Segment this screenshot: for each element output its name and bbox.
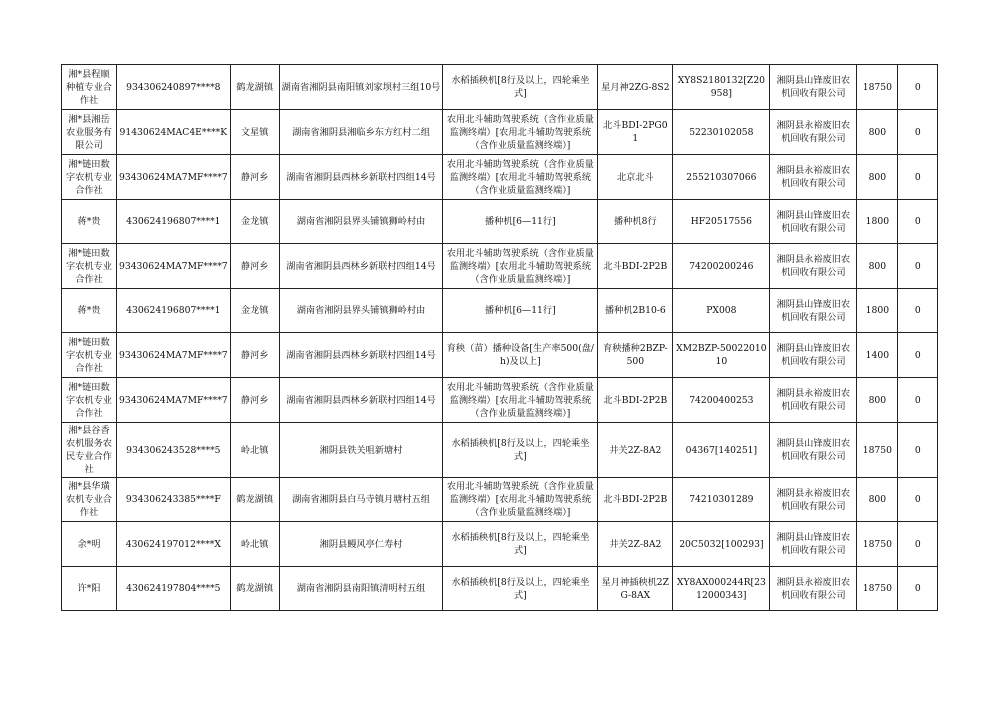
address-cell: 湖南省湘阴县界头铺镇狮岭村由 [279, 200, 443, 244]
owner-cell: 湘*链田数字农机专业合作社 [62, 244, 117, 289]
table-row [62, 289, 938, 333]
amount-cell: 800 [857, 244, 898, 289]
owner-cell: 湘*县华璜农机专业合作社 [62, 478, 117, 522]
serial-cell: 52230102058 [673, 110, 770, 155]
owner-cell: 蒋*贵 [62, 200, 117, 244]
owner-cell: 湘*链田数字农机专业合作社 [62, 333, 117, 378]
dealer-cell: 湘阴县永裕废旧农机回收有限公司 [770, 378, 857, 423]
table-row [62, 378, 938, 423]
model-cell: 星月神2ZG-8S2 [598, 65, 673, 110]
table-row [62, 423, 938, 478]
serial-cell: 255210307066 [673, 155, 770, 200]
category-cell: 农用北斗辅助驾驶系统（含作业质量监测终端）[农用北斗辅助驾驶系统（含作业质量监测终端）] [443, 378, 598, 423]
dealer-cell: 湘阴县山锋废旧农机回收有限公司 [770, 65, 857, 110]
town-cell: 鹤龙湖镇 [230, 65, 279, 110]
amount-cell: 1800 [857, 200, 898, 244]
town-cell: 静河乡 [230, 333, 279, 378]
dealer-cell: 湘阴县永裕废旧农机回收有限公司 [770, 155, 857, 200]
id-cell: 93430624MA7MF****7 [117, 333, 231, 378]
id-cell: 93430624MA7MF****7 [117, 378, 231, 423]
table-row [62, 65, 938, 110]
extra-cell: 0 [898, 522, 938, 567]
table-row [62, 110, 938, 155]
model-cell: 井关2Z-8A2 [598, 522, 673, 567]
address-cell: 湖南省湘阴县西林乡新联村四组14号 [279, 244, 443, 289]
extra-cell: 0 [898, 155, 938, 200]
extra-cell: 0 [898, 289, 938, 333]
category-cell: 水稻插秧机[8行及以上，四轮乘坐式] [443, 567, 598, 611]
model-cell: 育秧播种2BZP-500 [598, 333, 673, 378]
table-row [62, 155, 938, 200]
table-row [62, 567, 938, 611]
address-cell: 湖南省湘阴县界头铺镇狮岭村由 [279, 289, 443, 333]
category-cell: 水稻插秧机[8行及以上，四轮乘坐式] [443, 423, 598, 478]
amount-cell: 1800 [857, 289, 898, 333]
owner-cell: 许*阳 [62, 567, 117, 611]
dealer-cell: 湘阴县永裕废旧农机回收有限公司 [770, 110, 857, 155]
town-cell: 金龙镇 [230, 289, 279, 333]
address-cell: 湖南省湘阴县西林乡新联村四组14号 [279, 155, 443, 200]
id-cell: 934306243385****F [117, 478, 231, 522]
id-cell: 91430624MAC4E****K [117, 110, 231, 155]
category-cell: 水稻插秧机[8行及以上，四轮乘坐式] [443, 522, 598, 567]
town-cell: 静河乡 [230, 378, 279, 423]
town-cell: 金龙镇 [230, 200, 279, 244]
extra-cell: 0 [898, 567, 938, 611]
dealer-cell: 湘阴县山锋废旧农机回收有限公司 [770, 289, 857, 333]
dealer-cell: 湘阴县山锋废旧农机回收有限公司 [770, 522, 857, 567]
amount-cell: 18750 [857, 567, 898, 611]
serial-cell: 74200400253 [673, 378, 770, 423]
amount-cell: 18750 [857, 522, 898, 567]
owner-cell: 湘*县程顺种植专业合作社 [62, 65, 117, 110]
owner-cell: 湘*县湘岳农业服务有限公司 [62, 110, 117, 155]
category-cell: 农用北斗辅助驾驶系统（含作业质量监测终端）[农用北斗辅助驾驶系统（含作业质量监测终端）] [443, 244, 598, 289]
category-cell: 农用北斗辅助驾驶系统（含作业质量监测终端）[农用北斗辅助驾驶系统（含作业质量监测终端）] [443, 110, 598, 155]
id-cell: 430624196807****1 [117, 200, 231, 244]
owner-cell: 余*明 [62, 522, 117, 567]
category-cell: 农用北斗辅助驾驶系统（含作业质量监测终端）[农用北斗辅助驾驶系统（含作业质量监测终端）] [443, 155, 598, 200]
table-row [62, 478, 938, 522]
serial-cell: HF20517556 [673, 200, 770, 244]
id-cell: 430624196807****1 [117, 289, 231, 333]
category-cell: 播种机[6—11行] [443, 200, 598, 244]
extra-cell: 0 [898, 200, 938, 244]
address-cell: 湖南省湘阴县西林乡新联村四组14号 [279, 333, 443, 378]
extra-cell: 0 [898, 378, 938, 423]
model-cell: 井关2Z-8A2 [598, 423, 673, 478]
town-cell: 文星镇 [230, 110, 279, 155]
serial-cell: 04367[140251] [673, 423, 770, 478]
model-cell: 北斗BDI-2P2B [598, 244, 673, 289]
subsidy-table [61, 64, 938, 611]
extra-cell: 0 [898, 110, 938, 155]
amount-cell: 18750 [857, 423, 898, 478]
extra-cell: 0 [898, 244, 938, 289]
model-cell: 北斗BDI-2P2B [598, 478, 673, 522]
id-cell: 430624197804****5 [117, 567, 231, 611]
amount-cell: 800 [857, 478, 898, 522]
extra-cell: 0 [898, 478, 938, 522]
town-cell: 岭北镇 [230, 423, 279, 478]
address-cell: 湘阴县鳗风亭仁寿村 [279, 522, 443, 567]
serial-cell: XY8AX000244R[2312000343] [673, 567, 770, 611]
owner-cell: 湘*链田数字农机专业合作社 [62, 378, 117, 423]
table-row [62, 522, 938, 567]
extra-cell: 0 [898, 65, 938, 110]
model-cell: 北京北斗 [598, 155, 673, 200]
dealer-cell: 湘阴县山锋废旧农机回收有限公司 [770, 333, 857, 378]
extra-cell: 0 [898, 423, 938, 478]
serial-cell: 74200200246 [673, 244, 770, 289]
town-cell: 静河乡 [230, 155, 279, 200]
amount-cell: 800 [857, 155, 898, 200]
model-cell: 北斗BDI-2PG01 [598, 110, 673, 155]
amount-cell: 1400 [857, 333, 898, 378]
address-cell: 湖南省湘阴县白马寺镇月塘村五组 [279, 478, 443, 522]
extra-cell: 0 [898, 333, 938, 378]
owner-cell: 蒋*贵 [62, 289, 117, 333]
dealer-cell: 湘阴县山锋废旧农机回收有限公司 [770, 423, 857, 478]
category-cell: 育秧（苗）播种设备[生产率500(盘/h)及以上] [443, 333, 598, 378]
address-cell: 湘阴县铁关咀新塘村 [279, 423, 443, 478]
id-cell: 93430624MA7MF****7 [117, 244, 231, 289]
serial-cell: 20C5032[100293] [673, 522, 770, 567]
table-row [62, 200, 938, 244]
amount-cell: 800 [857, 378, 898, 423]
serial-cell: XY8S2180132[Z20958] [673, 65, 770, 110]
serial-cell: 74210301289 [673, 478, 770, 522]
model-cell: 播种机2B10-6 [598, 289, 673, 333]
address-cell: 湖南省湘阴县湘临乡东方红村二组 [279, 110, 443, 155]
address-cell: 湖南省湘阴县西林乡新联村四组14号 [279, 378, 443, 423]
amount-cell: 18750 [857, 65, 898, 110]
model-cell: 北斗BDI-2P2B [598, 378, 673, 423]
dealer-cell: 湘阴县永裕废旧农机回收有限公司 [770, 244, 857, 289]
town-cell: 静河乡 [230, 244, 279, 289]
address-cell: 湖南省湘阴县南阳镇清明村五组 [279, 567, 443, 611]
category-cell: 水稻插秧机[8行及以上，四轮乘坐式] [443, 65, 598, 110]
serial-cell: XM2BZP-5002201010 [673, 333, 770, 378]
serial-cell: PX008 [673, 289, 770, 333]
address-cell: 湖南省湘阴县南阳镇刘家坝村三组10号 [279, 65, 443, 110]
owner-cell: 湘*县谷香农机服务农民专业合作社 [62, 423, 117, 478]
category-cell: 农用北斗辅助驾驶系统（含作业质量监测终端）[农用北斗辅助驾驶系统（含作业质量监测终端）] [443, 478, 598, 522]
id-cell: 934306240897****8 [117, 65, 231, 110]
table-body [62, 65, 938, 611]
table-row [62, 244, 938, 289]
model-cell: 播种机8行 [598, 200, 673, 244]
owner-cell: 湘*链田数字农机专业合作社 [62, 155, 117, 200]
amount-cell: 800 [857, 110, 898, 155]
dealer-cell: 湘阴县永裕废旧农机回收有限公司 [770, 478, 857, 522]
town-cell: 岭北镇 [230, 522, 279, 567]
dealer-cell: 湘阴县永裕废旧农机回收有限公司 [770, 567, 857, 611]
id-cell: 93430624MA7MF****7 [117, 155, 231, 200]
id-cell: 430624197012****X [117, 522, 231, 567]
town-cell: 鹤龙湖镇 [230, 478, 279, 522]
category-cell: 播种机[6—11行] [443, 289, 598, 333]
dealer-cell: 湘阴县山锋废旧农机回收有限公司 [770, 200, 857, 244]
model-cell: 星月神插秧机2ZG-8AX [598, 567, 673, 611]
table-row [62, 333, 938, 378]
id-cell: 934306243528****5 [117, 423, 231, 478]
town-cell: 鹤龙湖镇 [230, 567, 279, 611]
